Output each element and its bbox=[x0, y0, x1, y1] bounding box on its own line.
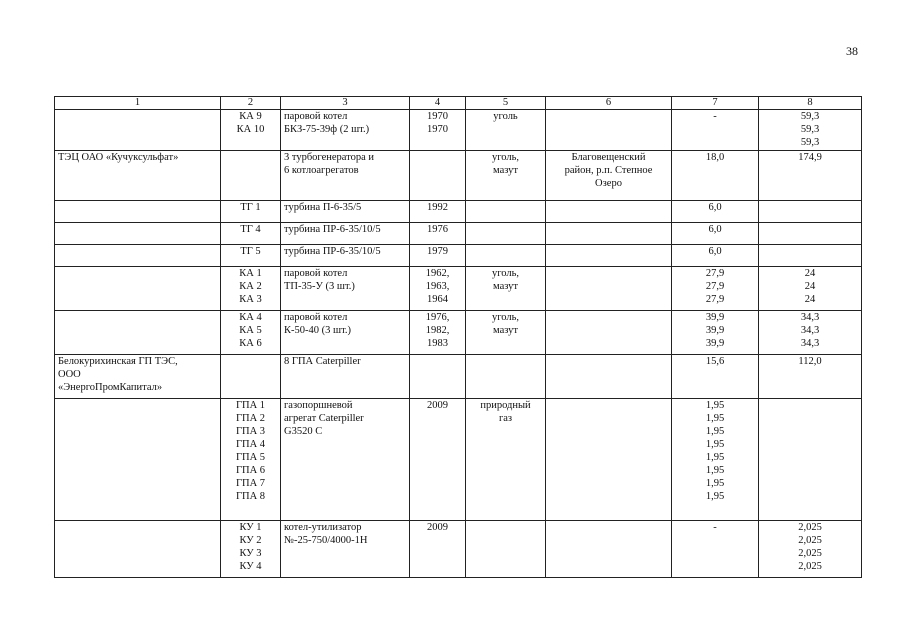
table-cell bbox=[672, 521, 759, 578]
table-cell bbox=[221, 521, 281, 578]
table-cell bbox=[546, 110, 672, 151]
cell-text: турбина ПР-6-35/10/5 bbox=[284, 246, 381, 257]
table-cell bbox=[672, 223, 759, 245]
table-cell bbox=[466, 151, 546, 201]
cell-text: уголь bbox=[493, 111, 518, 122]
table-cell bbox=[466, 110, 546, 151]
cell-text: 34,3 34,3 34,3 bbox=[800, 312, 820, 349]
table-cell bbox=[410, 311, 466, 355]
table-cell bbox=[759, 110, 862, 151]
cell-text: - bbox=[713, 111, 717, 122]
cell-text: уголь, мазут bbox=[491, 312, 520, 336]
table-cell bbox=[55, 267, 221, 311]
table-cell bbox=[55, 151, 221, 201]
table-cell bbox=[546, 245, 672, 267]
cell-text: ТГ 1 bbox=[240, 202, 261, 213]
table-cell bbox=[221, 399, 281, 521]
table-cell bbox=[221, 267, 281, 311]
table-cell bbox=[759, 245, 862, 267]
table-cell bbox=[546, 311, 672, 355]
table-cell bbox=[672, 355, 759, 399]
table-cell bbox=[410, 223, 466, 245]
table-cell bbox=[546, 201, 672, 223]
table-cell bbox=[466, 355, 546, 399]
table-cell bbox=[281, 110, 410, 151]
cell-text: 1962, 1963, 1964 bbox=[425, 268, 450, 305]
table-cell bbox=[672, 110, 759, 151]
cell-text: - bbox=[713, 522, 717, 533]
cell-text: 6,0 bbox=[708, 246, 722, 257]
cell-text: ТГ 4 bbox=[240, 224, 261, 235]
cell-text: паровой котел БКЗ-75-39ф (2 шт.) bbox=[284, 111, 370, 135]
cell-text: 1976 bbox=[427, 224, 448, 235]
table-cell bbox=[546, 151, 672, 201]
table-cell bbox=[55, 201, 221, 223]
table-row bbox=[55, 311, 862, 355]
table-cell bbox=[55, 399, 221, 521]
table-cell bbox=[221, 110, 281, 151]
table-row bbox=[55, 151, 862, 201]
table-cell bbox=[281, 223, 410, 245]
cell-text: ТЭЦ ОАО «Кучуксульфат» bbox=[58, 152, 179, 163]
table-row bbox=[55, 223, 862, 245]
table-cell bbox=[221, 355, 281, 399]
table-row bbox=[55, 245, 862, 267]
column-header: 2 bbox=[221, 97, 281, 110]
cell-text: уголь, мазут bbox=[491, 268, 520, 292]
table-cell bbox=[759, 151, 862, 201]
table-cell bbox=[466, 245, 546, 267]
cell-text: КА 9 КА 10 bbox=[236, 111, 265, 135]
cell-text: 59,3 59,3 59,3 bbox=[800, 111, 820, 148]
table-cell bbox=[221, 151, 281, 201]
table-cell bbox=[281, 201, 410, 223]
table-cell bbox=[759, 223, 862, 245]
cell-text: 27,9 27,9 27,9 bbox=[705, 268, 725, 305]
cell-text: КА 1 КА 2 КА 3 bbox=[239, 268, 262, 305]
table-cell bbox=[546, 223, 672, 245]
cell-text: 2009 bbox=[427, 522, 448, 533]
cell-text: 15,6 bbox=[705, 356, 725, 367]
column-header: 8 bbox=[759, 97, 862, 110]
column-header: 5 bbox=[466, 97, 546, 110]
cell-text: Благовещенский район, р.п. Степное Озеро bbox=[564, 152, 653, 189]
column-header: 6 bbox=[546, 97, 672, 110]
table-cell bbox=[759, 267, 862, 311]
table-cell bbox=[410, 521, 466, 578]
table-cell bbox=[546, 355, 672, 399]
cell-text: природный газ bbox=[480, 400, 531, 424]
table-cell bbox=[410, 201, 466, 223]
table-cell bbox=[759, 399, 862, 521]
table-cell bbox=[221, 245, 281, 267]
table-cell bbox=[759, 201, 862, 223]
table-row bbox=[55, 267, 862, 311]
cell-text: 1970 1970 bbox=[427, 111, 448, 135]
table-cell bbox=[410, 399, 466, 521]
table-cell bbox=[466, 521, 546, 578]
table-cell bbox=[281, 267, 410, 311]
cell-text: ТГ 5 bbox=[240, 246, 261, 257]
table-cell bbox=[221, 311, 281, 355]
table-cell bbox=[55, 355, 221, 399]
cell-text: котел-утилизатор №-25-750/4000-1Н bbox=[284, 522, 368, 546]
table-row bbox=[55, 399, 862, 521]
table-cell bbox=[410, 151, 466, 201]
table-cell bbox=[546, 521, 672, 578]
page-number: 38 bbox=[846, 44, 858, 58]
table-cell bbox=[546, 399, 672, 521]
table-row bbox=[55, 110, 862, 151]
table-cell bbox=[410, 110, 466, 151]
cell-text: 174,9 bbox=[798, 152, 822, 163]
cell-text: турбина П-6-35/5 bbox=[284, 202, 362, 213]
table-header-row bbox=[55, 97, 862, 110]
column-header: 3 bbox=[281, 97, 410, 110]
table-cell bbox=[281, 245, 410, 267]
cell-text: 1979 bbox=[427, 246, 448, 257]
table-cell bbox=[281, 355, 410, 399]
table-cell bbox=[55, 521, 221, 578]
table-cell bbox=[466, 223, 546, 245]
cell-text: ГПА 1 ГПА 2 ГПА 3 ГПА 4 ГПА 5 ГПА 6 ГПА 7 ГПА 8 bbox=[235, 400, 266, 502]
table-cell bbox=[672, 267, 759, 311]
table-cell bbox=[672, 311, 759, 355]
cell-text: 1976, 1982, 1983 bbox=[425, 312, 450, 349]
table-cell bbox=[55, 245, 221, 267]
equipment-table bbox=[54, 96, 862, 578]
table-cell bbox=[221, 201, 281, 223]
cell-text: уголь, мазут bbox=[491, 152, 520, 176]
table-cell bbox=[672, 151, 759, 201]
table-cell bbox=[410, 267, 466, 311]
table-cell bbox=[281, 399, 410, 521]
cell-text: 18,0 bbox=[705, 152, 725, 163]
cell-text: 8 ГПА Caterpiller bbox=[284, 356, 361, 367]
table-cell bbox=[546, 267, 672, 311]
table-cell bbox=[466, 201, 546, 223]
cell-text: 2009 bbox=[427, 400, 448, 411]
table-row bbox=[55, 355, 862, 399]
cell-text: паровой котел ТП-35-У (3 шт.) bbox=[284, 268, 355, 292]
cell-text: 1992 bbox=[427, 202, 448, 213]
table-cell bbox=[281, 151, 410, 201]
column-header: 7 bbox=[672, 97, 759, 110]
table-cell bbox=[410, 245, 466, 267]
table-cell bbox=[466, 399, 546, 521]
table-cell bbox=[466, 267, 546, 311]
cell-text: 6,0 bbox=[708, 202, 722, 213]
column-header: 1 bbox=[55, 97, 221, 110]
cell-text: 1,95 1,95 1,95 1,95 1,95 1,95 1,95 1,95 bbox=[705, 400, 725, 502]
table-cell bbox=[672, 399, 759, 521]
cell-text: 39,9 39,9 39,9 bbox=[705, 312, 725, 349]
table-row bbox=[55, 201, 862, 223]
table-cell bbox=[672, 245, 759, 267]
table-cell bbox=[221, 223, 281, 245]
table-cell bbox=[759, 521, 862, 578]
table-cell bbox=[55, 223, 221, 245]
column-header: 4 bbox=[410, 97, 466, 110]
table-cell bbox=[281, 521, 410, 578]
cell-text: 24 24 24 bbox=[804, 268, 816, 305]
table-cell bbox=[672, 201, 759, 223]
cell-text: газопоршневой агрегат Caterpiller G3520 C bbox=[284, 400, 364, 437]
cell-text: паровой котел К-50-40 (3 шт.) bbox=[284, 312, 351, 336]
table-cell bbox=[281, 311, 410, 355]
cell-text: турбина ПР-6-35/10/5 bbox=[284, 224, 381, 235]
table-cell bbox=[55, 110, 221, 151]
table-cell bbox=[466, 311, 546, 355]
cell-text: 6,0 bbox=[708, 224, 722, 235]
table-cell bbox=[410, 355, 466, 399]
cell-text: КА 4 КА 5 КА 6 bbox=[239, 312, 262, 349]
table-cell bbox=[55, 311, 221, 355]
table-cell bbox=[759, 355, 862, 399]
table-cell bbox=[759, 311, 862, 355]
cell-text: КУ 1 КУ 2 КУ 3 КУ 4 bbox=[239, 522, 262, 572]
cell-text: 112,0 bbox=[798, 356, 822, 367]
cell-text: 2,025 2,025 2,025 2,025 bbox=[798, 522, 822, 572]
cell-text: 3 турбогенератора и 6 котлоагрегатов bbox=[284, 152, 375, 176]
cell-text: Белокурихинская ГП ТЭС, ООО «ЭнергоПромКапитал» bbox=[58, 356, 178, 393]
table-row bbox=[55, 521, 862, 578]
